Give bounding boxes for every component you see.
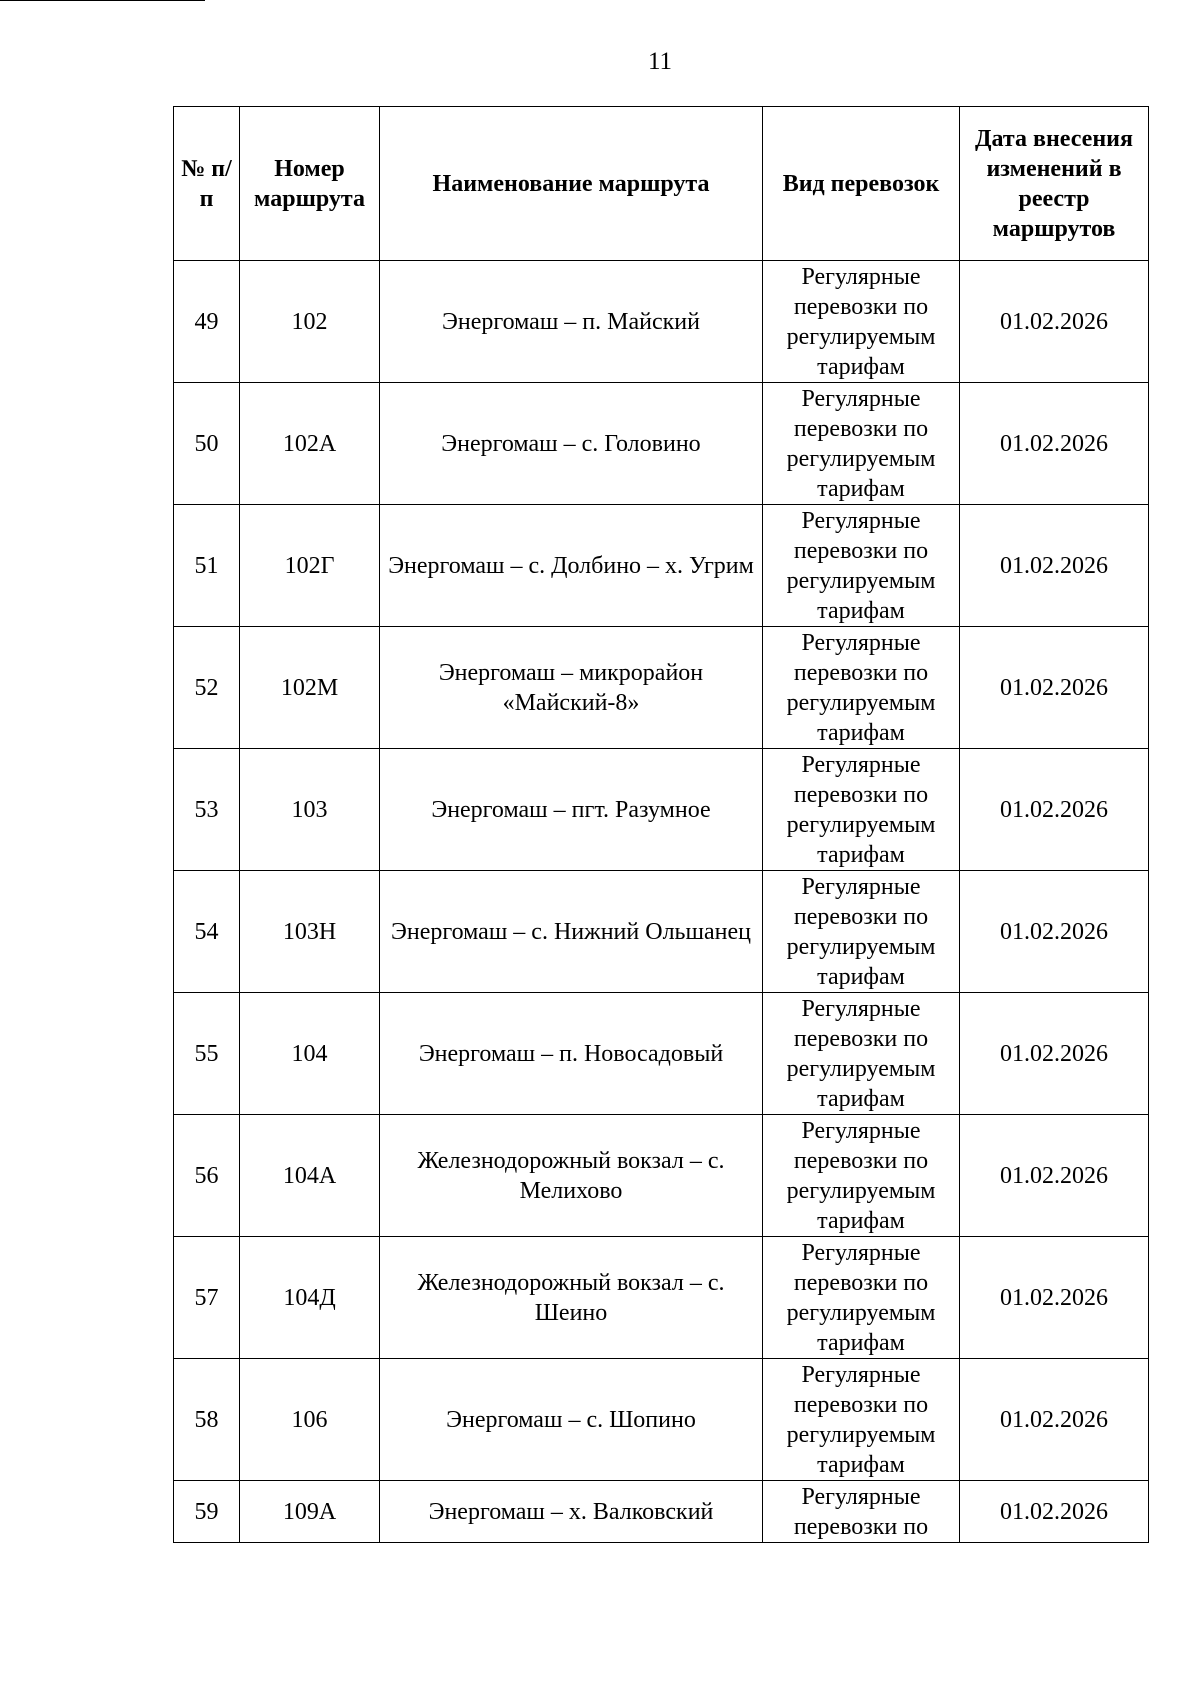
cell-route-name bbox=[380, 261, 763, 383]
cell-route-name bbox=[380, 1237, 763, 1359]
cell-no-text: 58 bbox=[194, 1406, 219, 1433]
cell-no bbox=[174, 1237, 240, 1359]
cell-route-number-text: 103 bbox=[291, 796, 328, 823]
cell-no bbox=[174, 1481, 240, 1543]
scan-edge-line bbox=[0, 0, 205, 1]
cell-change-date bbox=[960, 1481, 1149, 1543]
cell-route-name-text: Энергомаш – п. Новосадовый bbox=[418, 1040, 724, 1067]
cell-no bbox=[174, 383, 240, 505]
table-body bbox=[174, 261, 1149, 1543]
cell-no-text: 49 bbox=[194, 308, 219, 335]
cell-route-name bbox=[380, 627, 763, 749]
cell-no-text: 51 bbox=[194, 552, 219, 579]
cell-no-text: 50 bbox=[194, 430, 219, 457]
cell-no bbox=[174, 261, 240, 383]
cell-route-name bbox=[380, 1115, 763, 1237]
cell-route-number-text: 102М bbox=[280, 674, 339, 701]
header-route-name: Наименование маршрута bbox=[380, 107, 763, 261]
page-number: 11 bbox=[647, 48, 673, 75]
cell-route-name-text: Энергомаш – х. Валковский bbox=[428, 1498, 714, 1525]
cell-transport-type-text: Регулярные перевозки по регулируемым тарифам bbox=[786, 263, 936, 380]
header-change-date: Дата внесения изменений в реестр маршрутов bbox=[960, 107, 1149, 261]
cell-route-name bbox=[380, 1481, 763, 1543]
header-no: № п/п bbox=[174, 107, 240, 261]
cell-transport-type bbox=[763, 749, 960, 871]
cell-transport-type bbox=[763, 261, 960, 383]
cell-transport-type-text: Регулярные перевозки по регулируемым тарифам bbox=[786, 873, 936, 990]
table-row bbox=[174, 505, 1149, 627]
cell-change-date-text: 01.02.2026 bbox=[1000, 552, 1108, 579]
cell-no-text: 56 bbox=[194, 1162, 219, 1189]
cell-change-date bbox=[960, 627, 1149, 749]
cell-route-name-text: Энергомаш – п. Майский bbox=[442, 308, 700, 335]
cell-transport-type-text: Регулярные перевозки по регулируемым тарифам bbox=[786, 385, 936, 502]
cell-no bbox=[174, 505, 240, 627]
cell-route-name-text: Энергомаш – микрорайон «Майский-8» bbox=[438, 659, 704, 716]
cell-route-number bbox=[240, 627, 380, 749]
cell-route-number bbox=[240, 1481, 380, 1543]
cell-change-date bbox=[960, 871, 1149, 993]
cell-route-name-text: Энергомаш – с. Шопино bbox=[446, 1406, 696, 1433]
cell-no-text: 57 bbox=[194, 1284, 219, 1311]
cell-no-text: 53 bbox=[194, 796, 219, 823]
cell-transport-type-text: Регулярные перевозки по регулируемым тарифам bbox=[786, 751, 936, 868]
table-row bbox=[174, 1237, 1149, 1359]
cell-transport-type-text: Регулярные перевозки по регулируемым тарифам bbox=[786, 995, 936, 1112]
cell-no-text: 55 bbox=[194, 1040, 219, 1067]
routes-table bbox=[173, 106, 1149, 1543]
cell-route-number bbox=[240, 993, 380, 1115]
cell-route-number-text: 102А bbox=[282, 430, 337, 457]
cell-change-date bbox=[960, 749, 1149, 871]
cell-transport-type bbox=[763, 383, 960, 505]
cell-route-number bbox=[240, 505, 380, 627]
table-row bbox=[174, 1481, 1149, 1543]
table-header-row bbox=[174, 107, 1149, 261]
cell-change-date-text: 01.02.2026 bbox=[1000, 1162, 1108, 1189]
table-row bbox=[174, 1359, 1149, 1481]
cell-route-name bbox=[380, 749, 763, 871]
cell-route-number-text: 104Д bbox=[283, 1284, 336, 1311]
cell-transport-type bbox=[763, 1115, 960, 1237]
cell-change-date-text: 01.02.2026 bbox=[1000, 1040, 1108, 1067]
cell-change-date bbox=[960, 1115, 1149, 1237]
cell-transport-type-text: Регулярные перевозки по bbox=[793, 1483, 929, 1540]
cell-route-name-text: Энергомаш – с. Долбино – х. Угрим bbox=[388, 552, 754, 579]
cell-route-number bbox=[240, 871, 380, 993]
cell-change-date-text: 01.02.2026 bbox=[1000, 796, 1108, 823]
cell-route-name bbox=[380, 993, 763, 1115]
cell-change-date bbox=[960, 1237, 1149, 1359]
cell-change-date bbox=[960, 383, 1149, 505]
table-row bbox=[174, 383, 1149, 505]
cell-change-date-text: 01.02.2026 bbox=[1000, 1284, 1108, 1311]
cell-change-date-text: 01.02.2026 bbox=[1000, 918, 1108, 945]
cell-change-date bbox=[960, 261, 1149, 383]
cell-route-name bbox=[380, 1359, 763, 1481]
cell-no-text: 54 bbox=[194, 918, 219, 945]
cell-route-name-text: Энергомаш – пгт. Разумное bbox=[431, 796, 711, 823]
cell-change-date-text: 01.02.2026 bbox=[1000, 1406, 1108, 1433]
cell-route-name bbox=[380, 505, 763, 627]
table-row bbox=[174, 993, 1149, 1115]
cell-transport-type bbox=[763, 1237, 960, 1359]
cell-transport-type-text: Регулярные перевозки по регулируемым тарифам bbox=[786, 1239, 936, 1356]
cell-change-date bbox=[960, 1359, 1149, 1481]
cell-route-number-text: 103Н bbox=[282, 918, 337, 945]
cell-no-text: 59 bbox=[194, 1498, 219, 1525]
cell-transport-type bbox=[763, 1481, 960, 1543]
cell-transport-type bbox=[763, 1359, 960, 1481]
cell-change-date-text: 01.02.2026 bbox=[1000, 308, 1108, 335]
table-row bbox=[174, 261, 1149, 383]
cell-no bbox=[174, 1359, 240, 1481]
cell-route-number bbox=[240, 749, 380, 871]
table-row bbox=[174, 627, 1149, 749]
cell-route-name bbox=[380, 383, 763, 505]
cell-route-name-text: Энергомаш – с. Головино bbox=[441, 430, 701, 457]
cell-route-number-text: 102Г bbox=[284, 552, 335, 579]
cell-transport-type bbox=[763, 871, 960, 993]
cell-transport-type-text: Регулярные перевозки по регулируемым тарифам bbox=[786, 1361, 936, 1478]
cell-route-number-text: 104 bbox=[291, 1040, 328, 1067]
cell-route-name-text: Энергомаш – с. Нижний Ольшанец bbox=[391, 918, 751, 945]
cell-transport-type bbox=[763, 627, 960, 749]
header-transport-type: Вид перевозок bbox=[763, 107, 960, 261]
cell-route-name-text: Железнодорожный вокзал – с. Шеино bbox=[417, 1269, 725, 1326]
cell-route-number bbox=[240, 383, 380, 505]
cell-route-number-text: 102 bbox=[291, 308, 328, 335]
cell-route-name bbox=[380, 871, 763, 993]
cell-no bbox=[174, 749, 240, 871]
cell-route-name-text: Железнодорожный вокзал – с. Мелихово bbox=[417, 1147, 725, 1204]
cell-no bbox=[174, 871, 240, 993]
cell-transport-type-text: Регулярные перевозки по регулируемым тарифам bbox=[786, 629, 936, 746]
cell-change-date-text: 01.02.2026 bbox=[1000, 430, 1108, 457]
cell-transport-type bbox=[763, 993, 960, 1115]
cell-change-date bbox=[960, 505, 1149, 627]
cell-route-number-text: 106 bbox=[291, 1406, 328, 1433]
cell-no bbox=[174, 1115, 240, 1237]
cell-route-number bbox=[240, 1115, 380, 1237]
table-row bbox=[174, 749, 1149, 871]
table-row bbox=[174, 1115, 1149, 1237]
cell-transport-type-text: Регулярные перевозки по регулируемым тарифам bbox=[786, 507, 936, 624]
cell-no bbox=[174, 627, 240, 749]
cell-transport-type bbox=[763, 505, 960, 627]
cell-change-date bbox=[960, 993, 1149, 1115]
cell-no-text: 52 bbox=[194, 674, 219, 701]
cell-route-number bbox=[240, 261, 380, 383]
header-route-number: Номер маршрута bbox=[240, 107, 380, 261]
cell-change-date-text: 01.02.2026 bbox=[1000, 674, 1108, 701]
cell-route-number bbox=[240, 1237, 380, 1359]
cell-no bbox=[174, 993, 240, 1115]
cell-route-number-text: 104А bbox=[282, 1162, 337, 1189]
table-row bbox=[174, 871, 1149, 993]
cell-route-number bbox=[240, 1359, 380, 1481]
cell-transport-type-text: Регулярные перевозки по регулируемым тарифам bbox=[786, 1117, 936, 1234]
cell-route-number-text: 109А bbox=[282, 1498, 337, 1525]
cell-change-date-text: 01.02.2026 bbox=[1000, 1498, 1108, 1525]
